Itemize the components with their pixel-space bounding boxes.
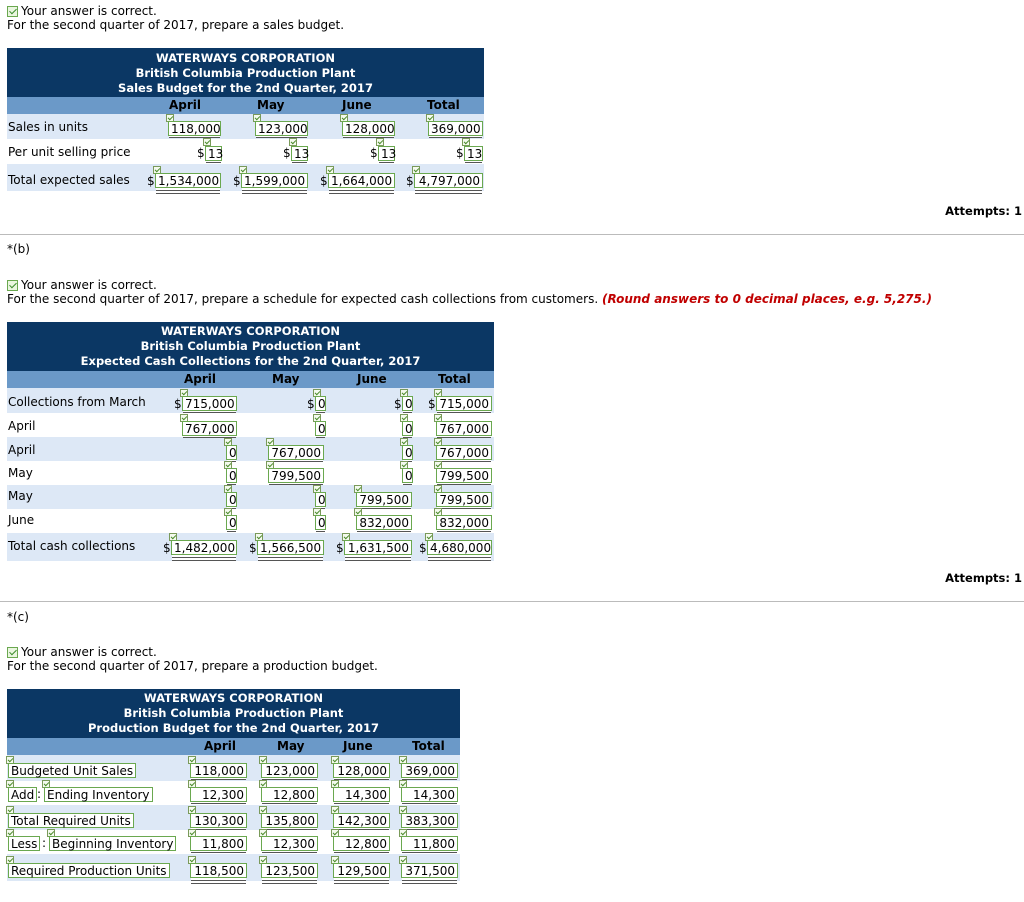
column-header-row: [7, 738, 460, 755]
dollar-sign: $: [174, 397, 182, 411]
correct-indicator-c: [7, 645, 157, 659]
correct-indicator-a: [7, 4, 157, 18]
plant-title: British Columbia Production Plant: [135, 66, 356, 80]
rounding-note: (Round answers to 0 decimal places, e.g. 5,275.): [601, 292, 932, 306]
col-april: April: [204, 739, 237, 753]
dollar-sign: $: [419, 541, 427, 555]
answer-input[interactable]: 0: [315, 515, 326, 530]
correct-text: Your answer is correct.: [21, 4, 157, 18]
answer-input[interactable]: 128,000: [342, 121, 395, 136]
answer-input[interactable]: 0: [226, 492, 237, 507]
answer-input[interactable]: 767,000: [182, 421, 237, 436]
row-label: Total expected sales: [8, 173, 130, 187]
answer-input[interactable]: 715,000: [182, 396, 237, 411]
answer-input[interactable]: 123,000: [261, 763, 318, 778]
dollar-sign: $: [456, 146, 464, 160]
attempts-b: Attempts: 1: [945, 571, 1022, 585]
answer-input[interactable]: 118,000: [190, 763, 247, 778]
answer-input[interactable]: 12,800: [333, 836, 390, 851]
dollar-sign: $: [406, 174, 414, 188]
answer-input[interactable]: 0: [402, 445, 413, 460]
col-total: Total: [427, 98, 460, 112]
dollar-sign: $: [428, 397, 436, 411]
plant-title: British Columbia Production Plant: [123, 706, 344, 720]
dollar-sign: $: [147, 174, 155, 188]
plant-title: British Columbia Production Plant: [140, 339, 361, 353]
answer-input[interactable]: 0: [226, 515, 237, 530]
row-label-select[interactable]: Budgeted Unit Sales: [8, 763, 136, 778]
row-label: Sales in units: [8, 120, 89, 134]
dollar-sign: $: [320, 174, 328, 188]
col-april: April: [169, 98, 202, 112]
answer-input[interactable]: 128,000: [333, 763, 390, 778]
col-may: May: [277, 739, 305, 753]
prefix-select[interactable]: Add: [8, 787, 37, 802]
answer-input[interactable]: 369,000: [401, 763, 458, 778]
answer-input[interactable]: 12,300: [190, 787, 247, 802]
checkmark-icon: [7, 6, 18, 17]
answer-input[interactable]: 1,664,000: [328, 173, 395, 188]
answer-input[interactable]: 1,631,500: [344, 540, 412, 555]
answer-input[interactable]: 4,680,000: [427, 540, 492, 555]
dollar-sign: $: [307, 397, 315, 411]
answer-input[interactable]: 123,000: [255, 121, 308, 136]
answer-input[interactable]: 123,500: [261, 863, 318, 878]
section-divider: [0, 234, 1024, 235]
col-total: Total: [438, 372, 471, 386]
dollar-sign: $: [233, 174, 241, 188]
answer-input[interactable]: 799,500: [436, 492, 492, 507]
colon: :: [42, 836, 47, 850]
answer-input[interactable]: 11,800: [401, 836, 458, 851]
answer-input[interactable]: 715,000: [436, 396, 492, 411]
row-label: June: [8, 513, 35, 527]
answer-input[interactable]: 1,534,000: [155, 173, 221, 188]
correct-indicator-b: [7, 278, 157, 292]
answer-input[interactable]: 371,500: [401, 863, 458, 878]
dollar-sign: $: [370, 146, 378, 160]
answer-input[interactable]: 767,000: [268, 445, 324, 460]
answer-input[interactable]: 0: [402, 396, 413, 411]
answer-input[interactable]: 13: [378, 146, 395, 161]
answer-input[interactable]: 118,500: [190, 863, 247, 878]
row-label: May: [8, 466, 33, 480]
answer-input[interactable]: 14,300: [333, 787, 390, 802]
answer-input[interactable]: 832,000: [356, 515, 412, 530]
prompt-b: [7, 292, 932, 306]
answer-input[interactable]: 0: [226, 468, 237, 483]
answer-input[interactable]: 1,599,000: [241, 173, 308, 188]
answer-input[interactable]: 0: [315, 421, 326, 436]
correct-text: Your answer is correct.: [21, 278, 157, 292]
dollar-sign: $: [336, 541, 344, 555]
dollar-sign: $: [394, 397, 402, 411]
colon: :: [37, 787, 42, 801]
budget-title: Production Budget for the 2nd Quarter, 2017: [87, 721, 380, 735]
dollar-sign: $: [163, 541, 171, 555]
answer-input[interactable]: 118,000: [168, 121, 221, 136]
row-label: May: [8, 489, 33, 503]
row-label: April: [8, 419, 36, 433]
row-label: Total cash collections: [8, 539, 136, 553]
row-label-select[interactable]: Ending Inventory: [44, 787, 153, 802]
answer-input[interactable]: 799,500: [436, 468, 492, 483]
column-header-row: [7, 371, 494, 388]
answer-input[interactable]: 369,000: [428, 121, 483, 136]
correct-text: Your answer is correct.: [21, 645, 157, 659]
col-may: May: [257, 98, 285, 112]
prompt-text: For the second quarter of 2017, prepare a schedule for expected cash collections from customers.: [7, 292, 599, 306]
answer-input[interactable]: 832,000: [436, 515, 492, 530]
col-total: Total: [412, 739, 445, 753]
check-icon: [462, 138, 470, 146]
section-divider: [0, 601, 1024, 602]
answer-input[interactable]: 767,000: [436, 445, 492, 460]
answer-input[interactable]: 11,800: [190, 836, 247, 851]
col-april: April: [184, 372, 217, 386]
check-icon: [376, 138, 384, 146]
row-label: Per unit selling price: [8, 145, 131, 159]
dollar-sign: $: [249, 541, 257, 555]
answer-input[interactable]: 13: [464, 146, 483, 161]
answer-input[interactable]: 0: [402, 468, 413, 483]
answer-input[interactable]: 130,300: [190, 813, 247, 828]
answer-input[interactable]: 0: [402, 421, 413, 436]
check-icon: [203, 138, 211, 146]
answer-input[interactable]: 799,500: [356, 492, 412, 507]
col-may: May: [272, 372, 300, 386]
production-budget-header: [7, 689, 460, 738]
column-header-row: [7, 97, 484, 114]
answer-input[interactable]: 1,482,000: [171, 540, 237, 555]
row-label-select[interactable]: Beginning Inventory: [49, 836, 176, 851]
answer-input[interactable]: 12,300: [261, 836, 318, 851]
col-june: June: [342, 98, 372, 112]
dollar-sign: $: [283, 146, 291, 160]
check-icon: [289, 138, 297, 146]
cash-collections-header: [7, 322, 494, 371]
answer-input[interactable]: 767,000: [436, 421, 492, 436]
answer-input[interactable]: 0: [226, 445, 237, 460]
row-band: [7, 437, 494, 461]
prompt-c: For the second quarter of 2017, prepare a production budget.: [7, 659, 378, 673]
prompt-a: For the second quarter of 2017, prepare a sales budget.: [7, 18, 345, 32]
part-label-c: *(c): [7, 610, 29, 624]
dollar-sign: $: [197, 146, 205, 160]
answer-input[interactable]: 1,566,500: [257, 540, 324, 555]
row-label-select[interactable]: Required Production Units: [8, 863, 170, 878]
col-june: June: [357, 372, 387, 386]
sales-budget-header: [7, 48, 484, 97]
answer-input[interactable]: 13: [291, 146, 308, 161]
answer-input[interactable]: 135,800: [261, 813, 318, 828]
prefix-select[interactable]: Less: [8, 836, 40, 851]
company-title: WATERWAYS CORPORATION: [156, 51, 335, 65]
answer-input[interactable]: 13: [205, 146, 222, 161]
checkmark-icon: [7, 647, 18, 658]
row-label-select[interactable]: Total Required Units: [8, 813, 134, 828]
answer-input[interactable]: 142,300: [333, 813, 390, 828]
company-title: WATERWAYS CORPORATION: [144, 691, 323, 705]
budget-title: Sales Budget for the 2nd Quarter, 2017: [118, 81, 373, 95]
part-label-b: *(b): [7, 242, 30, 256]
answer-input[interactable]: 0: [315, 492, 326, 507]
answer-input[interactable]: 383,300: [401, 813, 458, 828]
schedule-title: Expected Cash Collections for the 2nd Quarter, 2017: [80, 354, 421, 368]
answer-input[interactable]: 4,797,000: [414, 173, 483, 188]
row-label: Collections from March: [8, 395, 146, 409]
row-band: [7, 485, 494, 509]
company-title: WATERWAYS CORPORATION: [161, 324, 340, 338]
row-label: April: [8, 443, 36, 457]
answer-input[interactable]: 799,500: [268, 468, 324, 483]
answer-input[interactable]: 129,500: [333, 863, 390, 878]
col-june: June: [343, 739, 373, 753]
checkmark-icon: [7, 280, 18, 291]
attempts-a: Attempts: 1: [945, 204, 1022, 218]
answer-input[interactable]: 12,800: [261, 787, 318, 802]
answer-input[interactable]: 0: [315, 396, 326, 411]
answer-input[interactable]: 14,300: [401, 787, 458, 802]
